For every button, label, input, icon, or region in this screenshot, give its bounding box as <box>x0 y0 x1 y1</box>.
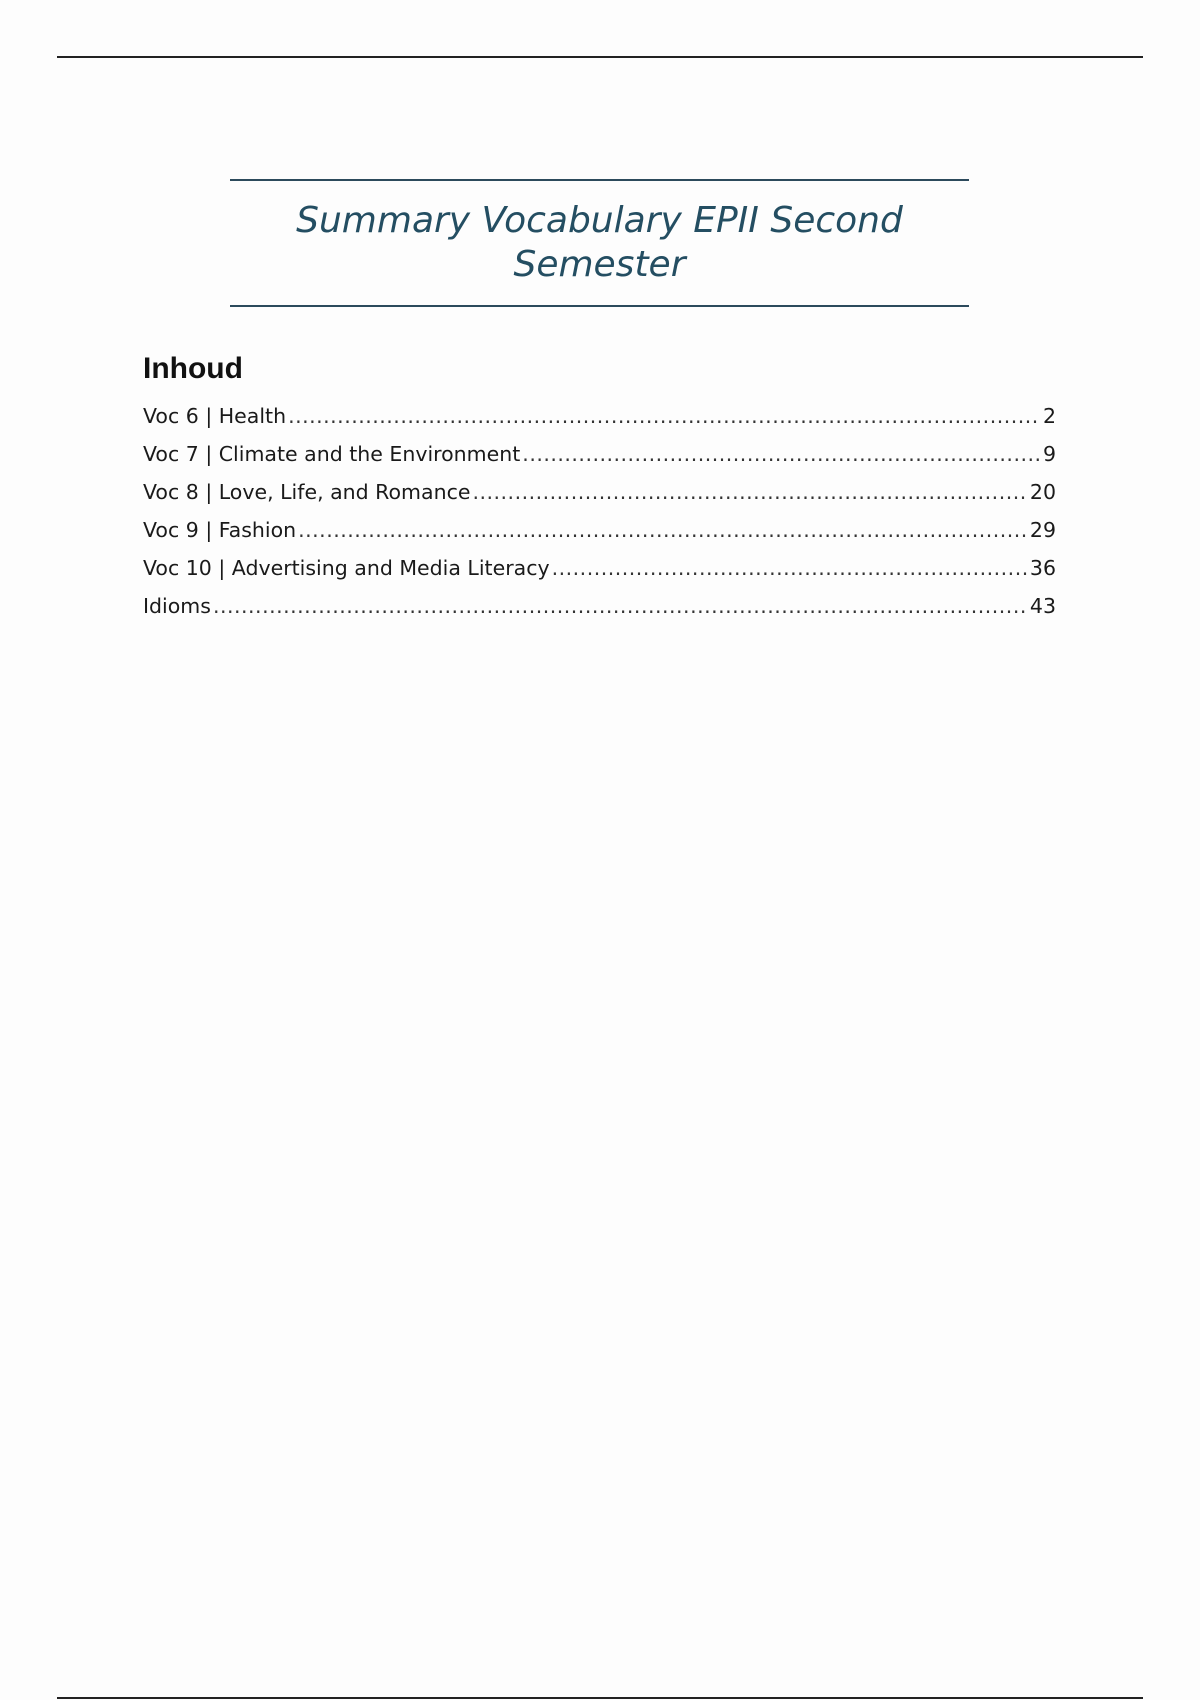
toc-entry-label: Voc 10 | Advertising and Media Literacy <box>143 556 550 580</box>
toc-entry-label: Voc 8 | Love, Life, and Romance <box>143 480 471 504</box>
toc-dot-leader <box>552 555 1028 581</box>
toc-entry-page: 9 <box>1042 442 1056 466</box>
toc-entry[interactable] <box>143 517 1056 555</box>
toc-entry[interactable] <box>143 403 1056 441</box>
toc-dot-leader <box>298 517 1028 543</box>
toc-entry-page: 20 <box>1029 480 1056 504</box>
toc-entry[interactable] <box>143 593 1056 631</box>
toc-entry-page: 36 <box>1029 556 1056 580</box>
title-block <box>230 179 969 307</box>
toc-dot-leader <box>522 441 1041 467</box>
toc-dot-leader <box>472 479 1027 505</box>
toc-dot-leader <box>213 593 1028 619</box>
toc-entry-label: Voc 7 | Climate and the Environment <box>143 442 521 466</box>
toc-entry[interactable] <box>143 441 1056 479</box>
toc-dot-leader <box>288 403 1041 429</box>
toc-heading: Inhoud <box>143 352 243 385</box>
toc-entry-label: Voc 9 | Fashion <box>143 518 297 542</box>
toc-entry[interactable] <box>143 479 1056 517</box>
toc-list <box>143 403 1056 631</box>
table-of-contents <box>143 349 1056 631</box>
toc-entry-label: Voc 6 | Health <box>143 404 287 428</box>
toc-entry-page: 29 <box>1029 518 1056 542</box>
toc-entry-label: Idioms <box>143 594 211 618</box>
toc-entry-page: 2 <box>1042 404 1056 428</box>
toc-entry[interactable] <box>143 555 1056 593</box>
document-title: Summary Vocabulary EPII Second Semester <box>296 200 903 285</box>
page-header-rule <box>57 56 1143 58</box>
page-footer-rule <box>57 1697 1143 1699</box>
toc-entry-page: 43 <box>1029 594 1056 618</box>
